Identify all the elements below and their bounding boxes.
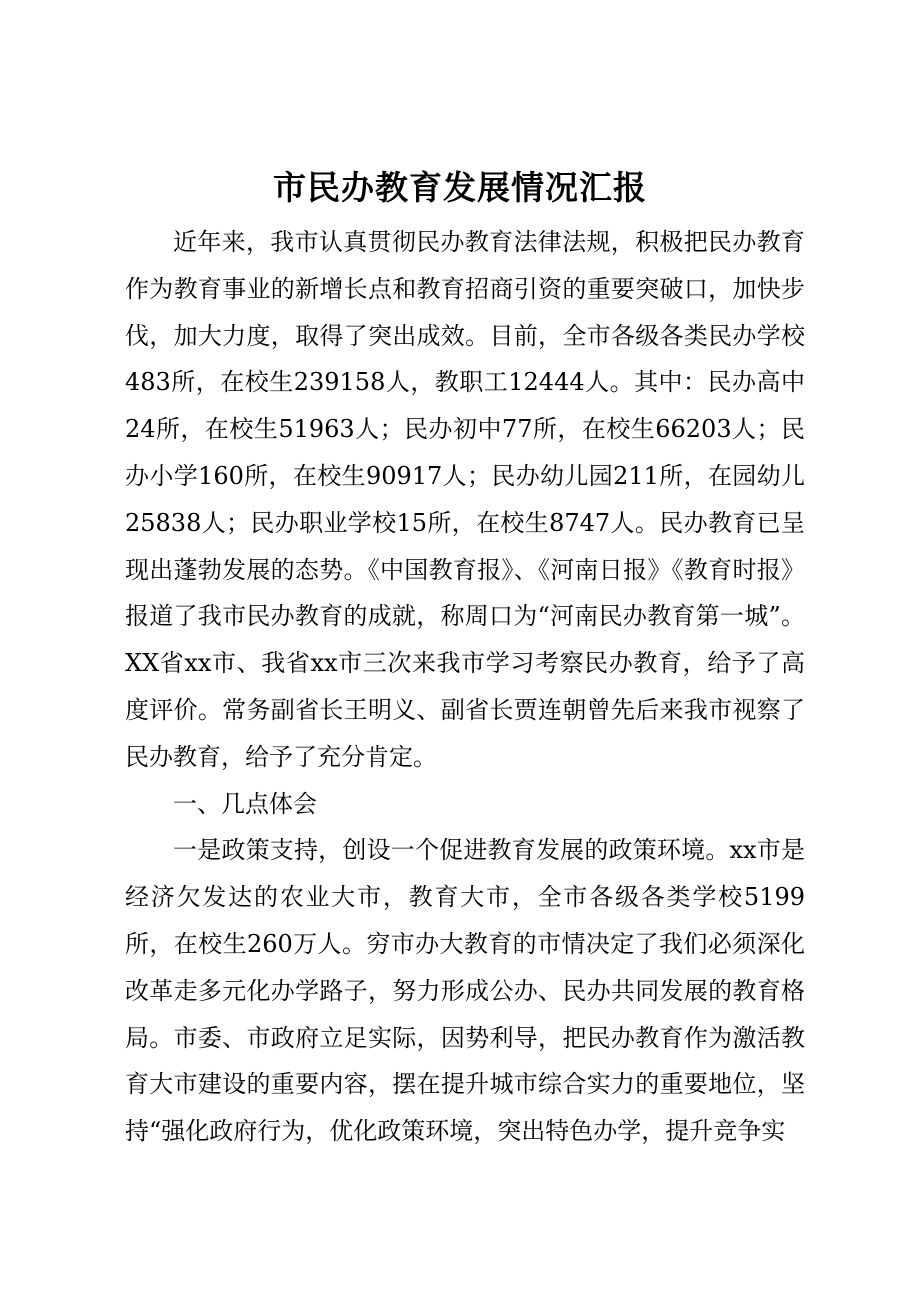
document-title: 市民办教育发展情况汇报 xyxy=(273,168,647,207)
document-body xyxy=(125,219,805,1155)
section-paragraph: 一是政策支持，创设一个促进教育发展的政策环境。xx市是经济欠发达的农业大市，教育大市，全市各级各类学校5199所，在校生260万人。穷市办大教育的市情决定了我们必须深化改革走多元化办学路子，努力形成公办、民办共同发展的教育格局。市委、市政府立足实际，因势利导，把民办教育作为激活教育大市建设的重要内容，摆在提升城市综合实力的重要地位，坚持“强化政府行为，优化政策环境，突出特色办学，提升竞争实 xyxy=(125,836,805,1146)
section-heading: 一、几点体会 xyxy=(173,789,317,818)
intro-paragraph: 近年来，我市认真贯彻民办教育法律法规，积极把民办教育作为教育事业的新增长点和教育招商引资的重要突破口，加快步伐，加大力度，取得了突出成效。目前，全市各级各类民办学校483所，在校生239158人，教职工12444人。其中：民办高中24所，在校生51963人；民办初中77所，在校生66203人；民办小学160所，在校生90917人；民办幼儿园211所，在园幼儿25838人；民办职业学校15所，在校生8747人。民办教育已呈现出蓬勃发展的态势。《中国教育报》、《河南日报》《教育时报》报道了我市民办教育的成就，称周口为“河南民办教育第一城”。XX省xx市、我省xx市三次来我市学习考察民办教育，给予了高度评价。常务副省长王明义、副省长贾连朝曾先后来我市视察了民办教育，给予了充分肯定。 xyxy=(125,228,805,771)
